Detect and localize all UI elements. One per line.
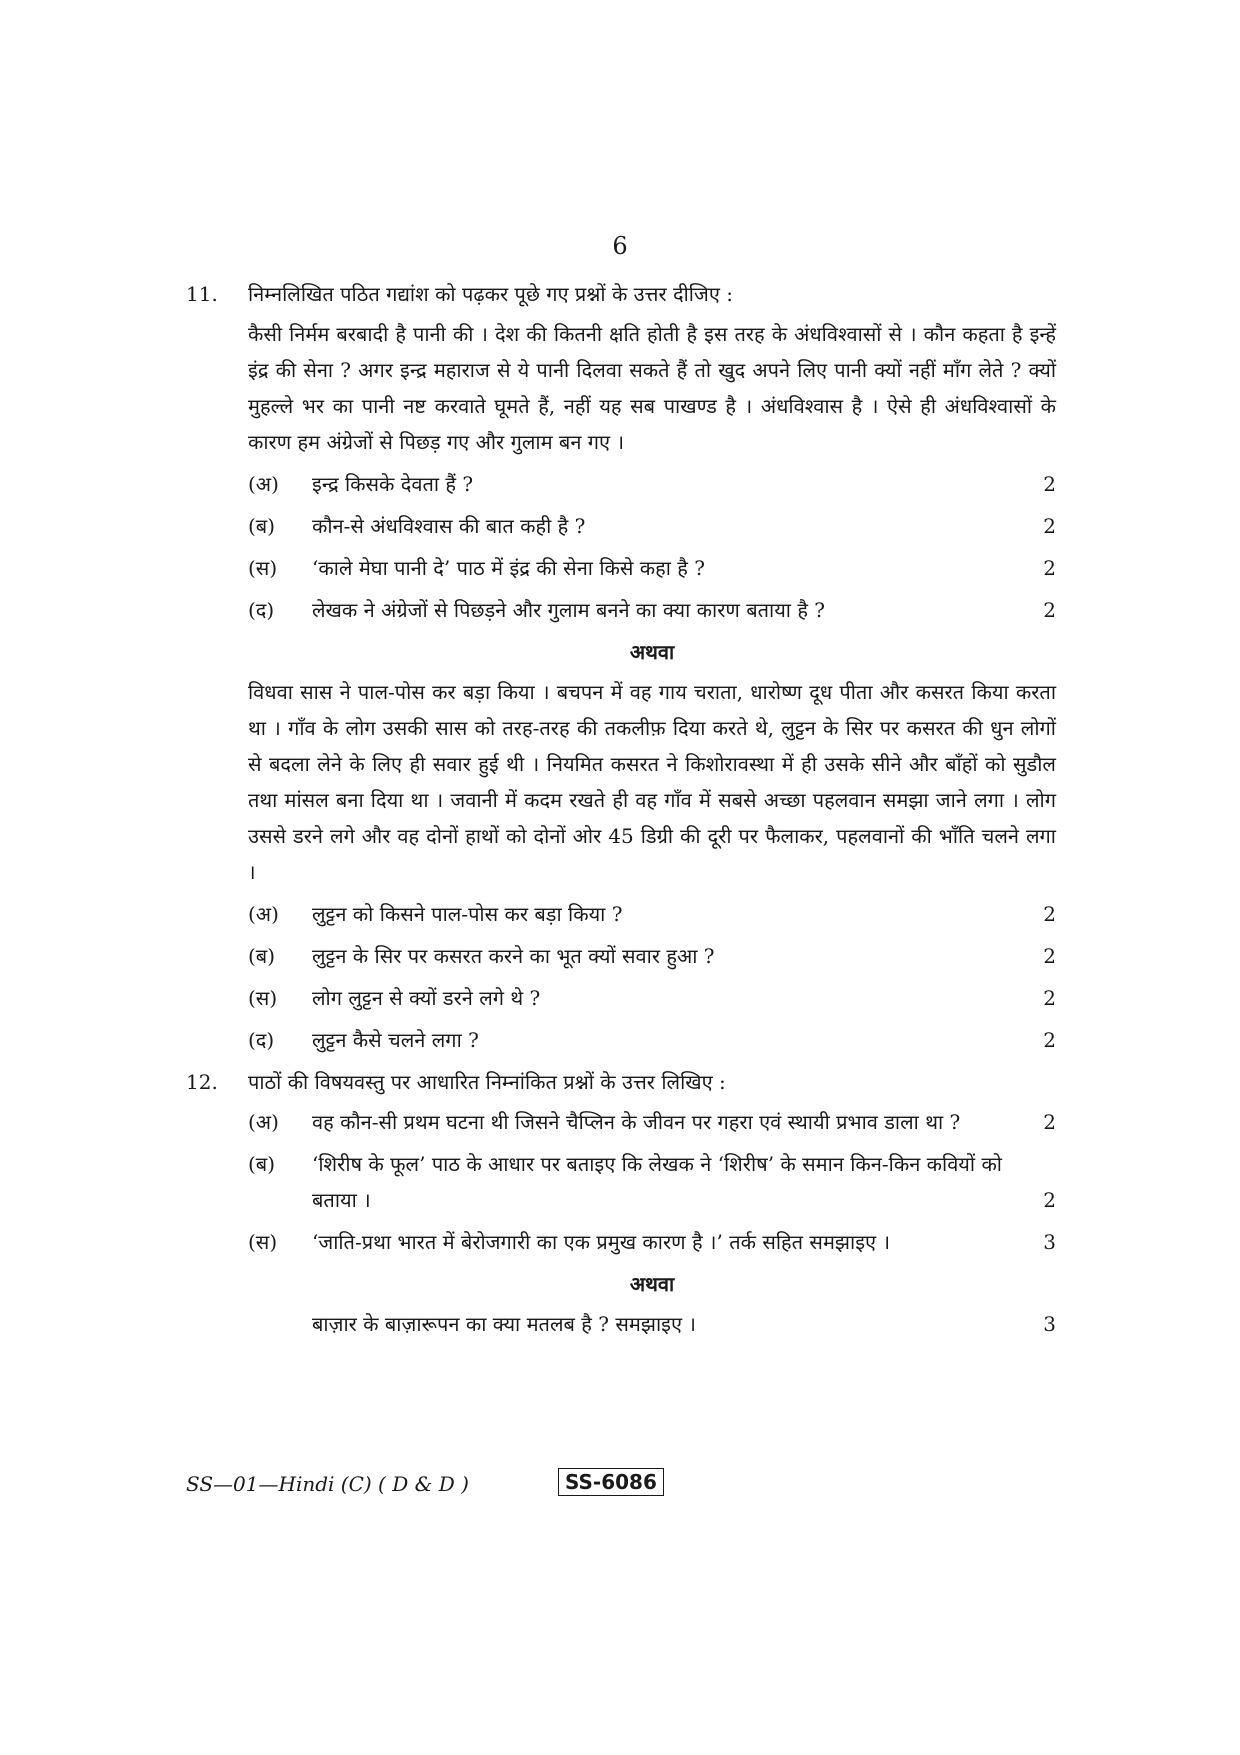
sub-question xyxy=(248,980,1056,1016)
marks: 2 xyxy=(1043,1110,1056,1134)
marks: 3 xyxy=(1043,1230,1056,1254)
marks: 3 xyxy=(1043,1312,1056,1336)
passage: कैसी निर्मम बरबादी है पानी की । देश की कितनी क्षति होती है इस तरह के अंधविश्वासों से । कौन कहता है इन्हें इंद्र की सेना ? अगर इन्द्र महाराज से ये पानी दिलवा सकते हैं तो खुद अपने लिए पानी क्यों नहीं माँग लेते ? क्यों मुहल्ले भर का पानी नष्ट करवाते घूमते हैं, नहीं यह सब पाखण्ड है । अंधविश्वास है । ऐसे ही अंधविश्वासों के कारण हम अंग्रेजों से पिछड़ गए और गुलाम बन गए । xyxy=(248,322,1056,454)
sub-question-label: (अ) xyxy=(248,472,279,496)
sub-question-label: (ब) xyxy=(248,514,276,538)
sub-question-label: (द) xyxy=(248,598,275,622)
question-12 xyxy=(186,1064,1056,1342)
sub-question xyxy=(248,1104,1056,1140)
sub-question-label: (ब) xyxy=(248,1152,276,1176)
sub-question-text: ‘शिरीष के फूल’ पाठ के आधार पर बताइए कि लेखक ने ‘शिरीष’ के समान किन-किन कवियों को बताया । xyxy=(312,1152,1002,1212)
sub-question-label: (स) xyxy=(248,1230,278,1254)
or-divider: अथवा xyxy=(629,1272,675,1296)
sub-question-label: (अ) xyxy=(248,902,279,926)
passage-alternate: विधवा सास ने पाल-पोस कर बड़ा किया । बचपन में वह गाय चराता, धारोष्ण दूध पीता और कसरत किया करता था । गाँव के लोग उसकी सास को तरह-तरह की तकलीफ़ दिया करते थे, लुट्टन के सिर पर कसरत की धुन लोगों से बदला लेने के लिए ही सवार हुई थी । नियमित कसरत ने किशोरावस्था में ही उसके सीने और बाँहों को सुडौल तथा मांसल बना दिया था । जवानी में कदम रखते ही वह गाँव में सबसे अच्छा पहलवान समझा जाने लगा । लोग उससे डरने लगे और वह दोनों हाथों को दोनों ओर 45 डिग्री की दूरी पर फैलाकर, पहलवानों की भाँति चलने लगा । xyxy=(248,680,1056,884)
marks: 2 xyxy=(1043,1028,1056,1052)
sub-question xyxy=(248,938,1056,974)
question-number: 11. xyxy=(186,282,218,306)
sub-question xyxy=(248,1022,1056,1058)
sub-question-list xyxy=(248,466,1056,628)
sub-question xyxy=(248,508,1056,544)
sub-question-text: ‘काले मेघा पानी दे’ पाठ में इंद्र की सेना किसे कहा है ? xyxy=(312,556,705,580)
question-11 xyxy=(186,276,1056,1058)
sub-question-text: लेखक ने अंग्रेजों से पिछड़ने और गुलाम बनने का क्या कारण बताया है ? xyxy=(312,598,826,622)
sub-question-label: (स) xyxy=(248,556,278,580)
paper-code: SS—01—Hindi (C) ( D & D ) xyxy=(186,1472,469,1496)
sub-question-label: (ब) xyxy=(248,944,276,968)
paper-id-box: SS-6086 xyxy=(558,1468,664,1496)
marks: 2 xyxy=(1043,902,1056,926)
sub-question-text: ‘जाति-प्रथा भारत में बेरोजगारी का एक प्रमुख कारण है ।’ तर्क सहित समझाइए । xyxy=(312,1230,891,1254)
sub-question-text: कौन-से अंधविश्वास की बात कही है ? xyxy=(312,514,586,538)
sub-question-label: (स) xyxy=(248,986,278,1010)
sub-question xyxy=(248,592,1056,628)
sub-question xyxy=(248,1146,1056,1218)
or-divider: अथवा xyxy=(629,640,675,664)
sub-question-label: (द) xyxy=(248,1028,275,1052)
sub-question-text: वह कौन-सी प्रथम घटना थी जिसने चैप्लिन के जीवन पर गहरा एवं स्थायी प्रभाव डाला था ? xyxy=(312,1110,961,1134)
sub-question-text: बाज़ार के बाज़ारूपन का क्या मतलब है ? समझाइए । xyxy=(312,1312,696,1336)
sub-question xyxy=(248,1224,1056,1260)
sub-question-text: लुट्टन कैसे चलने लगा ? xyxy=(312,1028,479,1052)
question-instruction: निम्नलिखित पठित गद्यांश को पढ़कर पूछे गए प्रश्नों के उत्तर दीजिए : xyxy=(248,282,733,306)
footer xyxy=(186,1468,1056,1502)
marks: 2 xyxy=(1043,986,1056,1010)
sub-question-text: लोग लुट्टन से क्यों डरने लगे थे ? xyxy=(312,986,541,1010)
marks: 2 xyxy=(1043,556,1056,580)
marks: 2 xyxy=(1043,1188,1056,1212)
marks: 2 xyxy=(1043,472,1056,496)
sub-question-text: लुट्टन को किसने पाल-पोस कर बड़ा किया ? xyxy=(312,902,623,926)
question-number: 12. xyxy=(186,1070,218,1094)
sub-question xyxy=(248,466,1056,502)
question-instruction: पाठों की विषयवस्तु पर आधारित निम्नांकित प्रश्नों के उत्तर लिखिए : xyxy=(248,1070,726,1094)
sub-question-list xyxy=(248,1104,1056,1260)
sub-question-label: (अ) xyxy=(248,1110,279,1134)
page-number: 6 xyxy=(612,232,628,260)
marks: 2 xyxy=(1043,598,1056,622)
sub-question xyxy=(248,896,1056,932)
sub-question-text: इन्द्र किसके देवता हैं ? xyxy=(312,472,474,496)
sub-question xyxy=(248,550,1056,586)
marks: 2 xyxy=(1043,944,1056,968)
sub-question-text: लुट्टन के सिर पर कसरत करने का भूत क्यों सवार हुआ ? xyxy=(312,944,715,968)
marks: 2 xyxy=(1043,514,1056,538)
sub-question-list-alternate xyxy=(248,896,1056,1058)
alternate-question xyxy=(248,1306,1056,1342)
content xyxy=(186,276,1056,1348)
